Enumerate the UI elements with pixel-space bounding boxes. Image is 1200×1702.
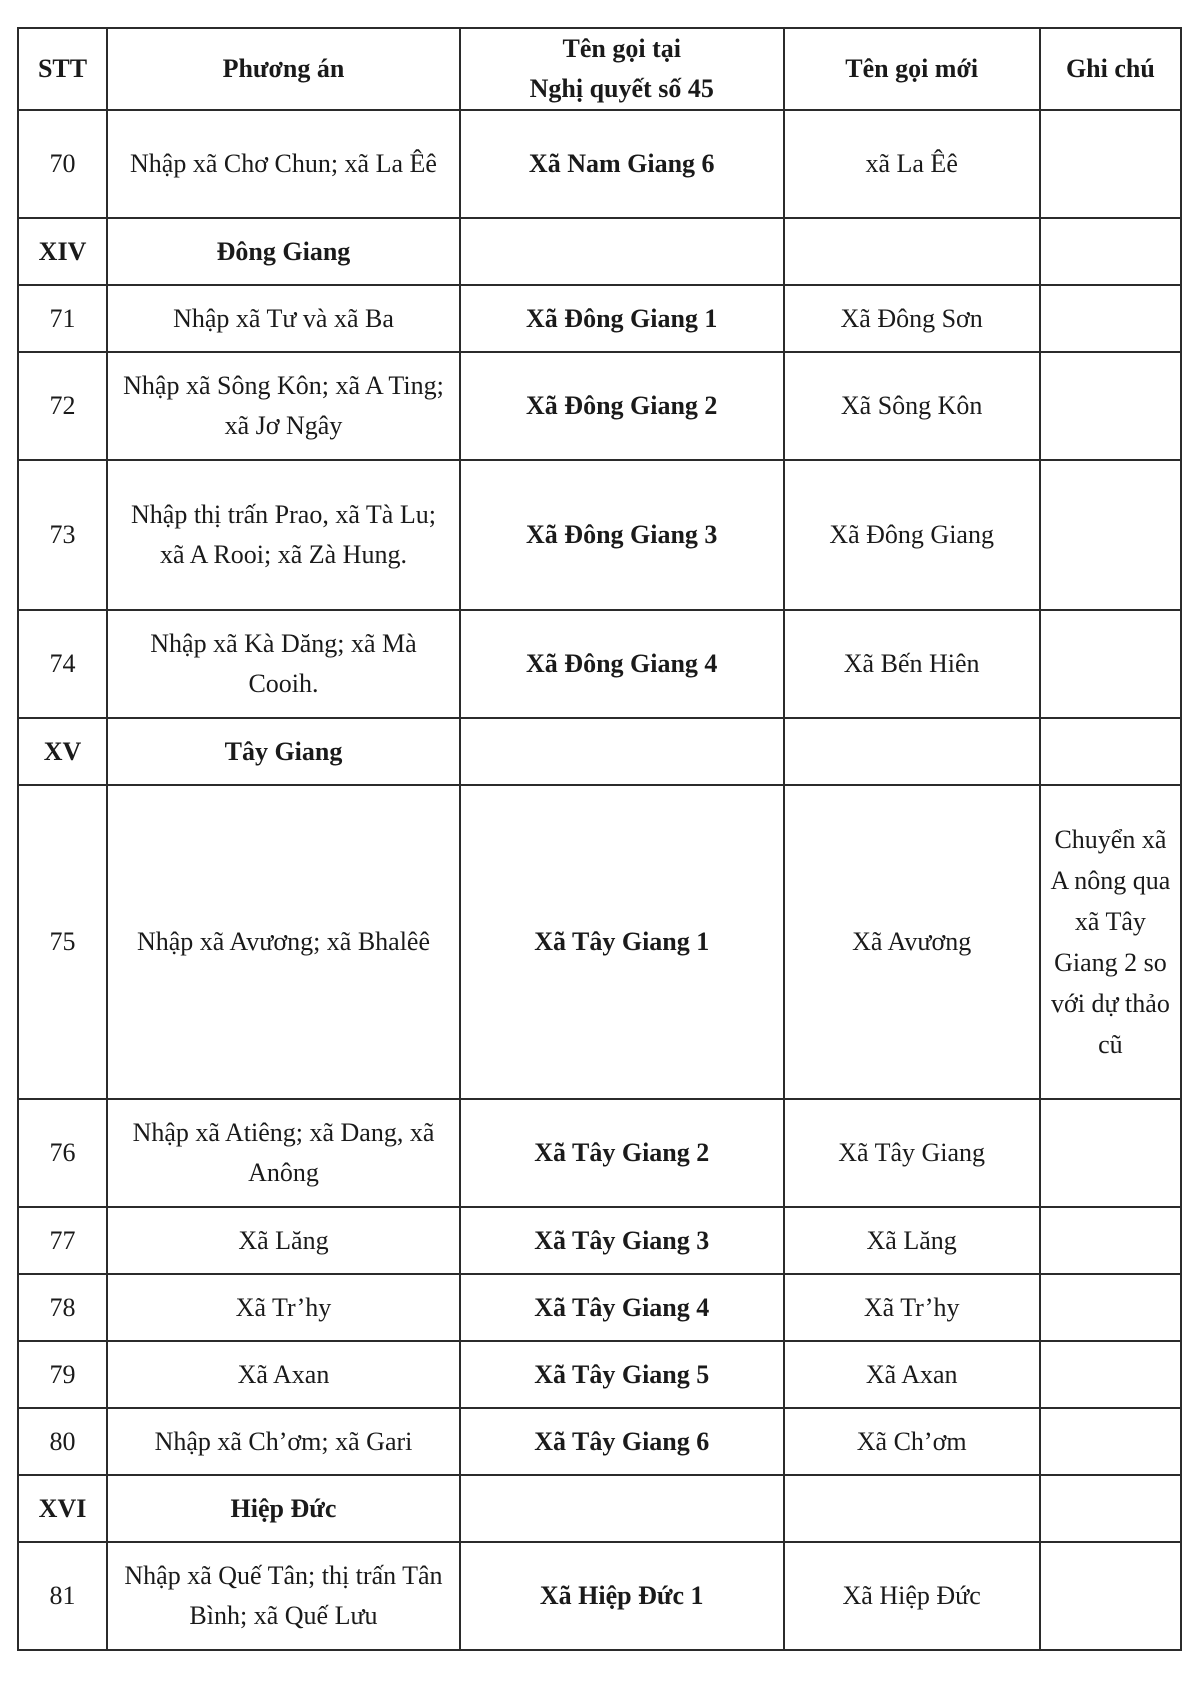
- cell-ten-moi: Xã Lăng: [784, 1207, 1040, 1274]
- cell-stt: 71: [18, 285, 107, 352]
- section-stt: XVI: [18, 1475, 107, 1542]
- cell-ghi-chu: [1040, 460, 1181, 610]
- section-title: Tây Giang: [107, 718, 460, 785]
- header-row: [18, 28, 1181, 110]
- cell-ten-moi: Xã Tây Giang: [784, 1099, 1040, 1207]
- table-row: [18, 1274, 1181, 1341]
- cell-ten-goi: Xã Đông Giang 1: [460, 285, 784, 352]
- cell-ghi-chu: [1040, 110, 1181, 218]
- header-ghi-chu: Ghi chú: [1040, 28, 1181, 110]
- cell-ghi-chu: [1040, 1341, 1181, 1408]
- cell-ten-moi: Xã Sông Kôn: [784, 352, 1040, 460]
- cell-stt: 81: [18, 1542, 107, 1650]
- cell-ten-moi: Xã Bến Hiên: [784, 610, 1040, 718]
- table-row: [18, 460, 1181, 610]
- section-stt: XV: [18, 718, 107, 785]
- section-stt: XIV: [18, 218, 107, 285]
- table-row: [18, 285, 1181, 352]
- cell-stt: 73: [18, 460, 107, 610]
- cell-phuong-an: Nhập xã Avương; xã Bhalêê: [107, 785, 460, 1099]
- section-row: [18, 1475, 1181, 1542]
- cell-ten-goi: Xã Đông Giang 3: [460, 460, 784, 610]
- table-row: [18, 1341, 1181, 1408]
- table-row: [18, 110, 1181, 218]
- cell-phuong-an: Nhập xã Tư và xã Ba: [107, 285, 460, 352]
- cell-ten-goi: Xã Tây Giang 6: [460, 1408, 784, 1475]
- cell-ten-moi: Xã Ch’ơm: [784, 1408, 1040, 1475]
- table-row: [18, 1408, 1181, 1475]
- cell-stt: 76: [18, 1099, 107, 1207]
- section-row: [18, 718, 1181, 785]
- table-row: [18, 352, 1181, 460]
- cell-ghi-chu: [1040, 1274, 1181, 1341]
- cell-ten-moi: xã La Êê: [784, 110, 1040, 218]
- cell-ten-moi: Xã Hiệp Đức: [784, 1542, 1040, 1650]
- table-row: [18, 1207, 1181, 1274]
- commune-merger-table: [17, 27, 1182, 1651]
- cell-phuong-an: Nhập xã Quế Tân; thị trấn Tân Bình; xã Quế Lưu: [107, 1542, 460, 1650]
- cell-stt: 70: [18, 110, 107, 218]
- cell-ten-moi: Xã Đông Giang: [784, 460, 1040, 610]
- cell-stt: 79: [18, 1341, 107, 1408]
- cell-stt: 74: [18, 610, 107, 718]
- section-title: Đông Giang: [107, 218, 460, 285]
- cell-ten-goi: Xã Tây Giang 5: [460, 1341, 784, 1408]
- cell-ten-goi: Xã Hiệp Đức 1: [460, 1542, 784, 1650]
- cell-stt: 80: [18, 1408, 107, 1475]
- cell-stt: 78: [18, 1274, 107, 1341]
- cell-ghi-chu: [1040, 1207, 1181, 1274]
- cell-ten-goi: Xã Tây Giang 4: [460, 1274, 784, 1341]
- cell-phuong-an: Nhập xã Sông Kôn; xã A Ting; xã Jơ Ngây: [107, 352, 460, 460]
- table-row: [18, 1099, 1181, 1207]
- cell-ten-goi: Xã Tây Giang 2: [460, 1099, 784, 1207]
- cell-ten-goi: Xã Đông Giang 2: [460, 352, 784, 460]
- header-ten-goi-line1: Tên gọi tại: [562, 34, 681, 63]
- cell-ghi-chu: [1040, 285, 1181, 352]
- table-row: [18, 785, 1181, 1099]
- cell-ten-goi: Xã Tây Giang 3: [460, 1207, 784, 1274]
- cell-phuong-an: Xã Lăng: [107, 1207, 460, 1274]
- cell-ten-moi: Xã Tr’hy: [784, 1274, 1040, 1341]
- cell-stt: 72: [18, 352, 107, 460]
- cell-ghi-chu: Chuyển xã A nông qua xã Tây Giang 2 so với dự thảo cũ: [1040, 785, 1181, 1099]
- header-ten-goi-nq45: [460, 28, 784, 110]
- cell-ghi-chu: [1040, 1408, 1181, 1475]
- header-stt: STT: [18, 28, 107, 110]
- cell-ghi-chu: [1040, 352, 1181, 460]
- cell-ten-goi: Xã Tây Giang 1: [460, 785, 784, 1099]
- cell-phuong-an: Nhập xã Kà Dăng; xã Mà Cooih.: [107, 610, 460, 718]
- header-phuong-an: Phương án: [107, 28, 460, 110]
- cell-ghi-chu: [1040, 610, 1181, 718]
- section-title: Hiệp Đức: [107, 1475, 460, 1542]
- header-ten-goi-line2: Nghị quyết số 45: [529, 74, 714, 103]
- cell-ghi-chu: [1040, 1099, 1181, 1207]
- header-ten-goi-moi: Tên gọi mới: [784, 28, 1040, 110]
- cell-ten-goi: Xã Nam Giang 6: [460, 110, 784, 218]
- cell-ghi-chu: [1040, 1542, 1181, 1650]
- table-row: [18, 610, 1181, 718]
- section-row: [18, 218, 1181, 285]
- table-row: [18, 1542, 1181, 1650]
- cell-phuong-an: Xã Axan: [107, 1341, 460, 1408]
- cell-phuong-an: Nhập xã Chơ Chun; xã La Êê: [107, 110, 460, 218]
- cell-stt: 77: [18, 1207, 107, 1274]
- cell-phuong-an: Nhập xã Ch’ơm; xã Gari: [107, 1408, 460, 1475]
- cell-phuong-an: Nhập thị trấn Prao, xã Tà Lu; xã A Rooi; xã Zà Hung.: [107, 460, 460, 610]
- cell-ten-moi: Xã Avương: [784, 785, 1040, 1099]
- cell-stt: 75: [18, 785, 107, 1099]
- cell-ten-moi: Xã Đông Sơn: [784, 285, 1040, 352]
- cell-phuong-an: Nhập xã Atiêng; xã Dang, xã Anông: [107, 1099, 460, 1207]
- cell-phuong-an: Xã Tr’hy: [107, 1274, 460, 1341]
- cell-ten-moi: Xã Axan: [784, 1341, 1040, 1408]
- cell-ten-goi: Xã Đông Giang 4: [460, 610, 784, 718]
